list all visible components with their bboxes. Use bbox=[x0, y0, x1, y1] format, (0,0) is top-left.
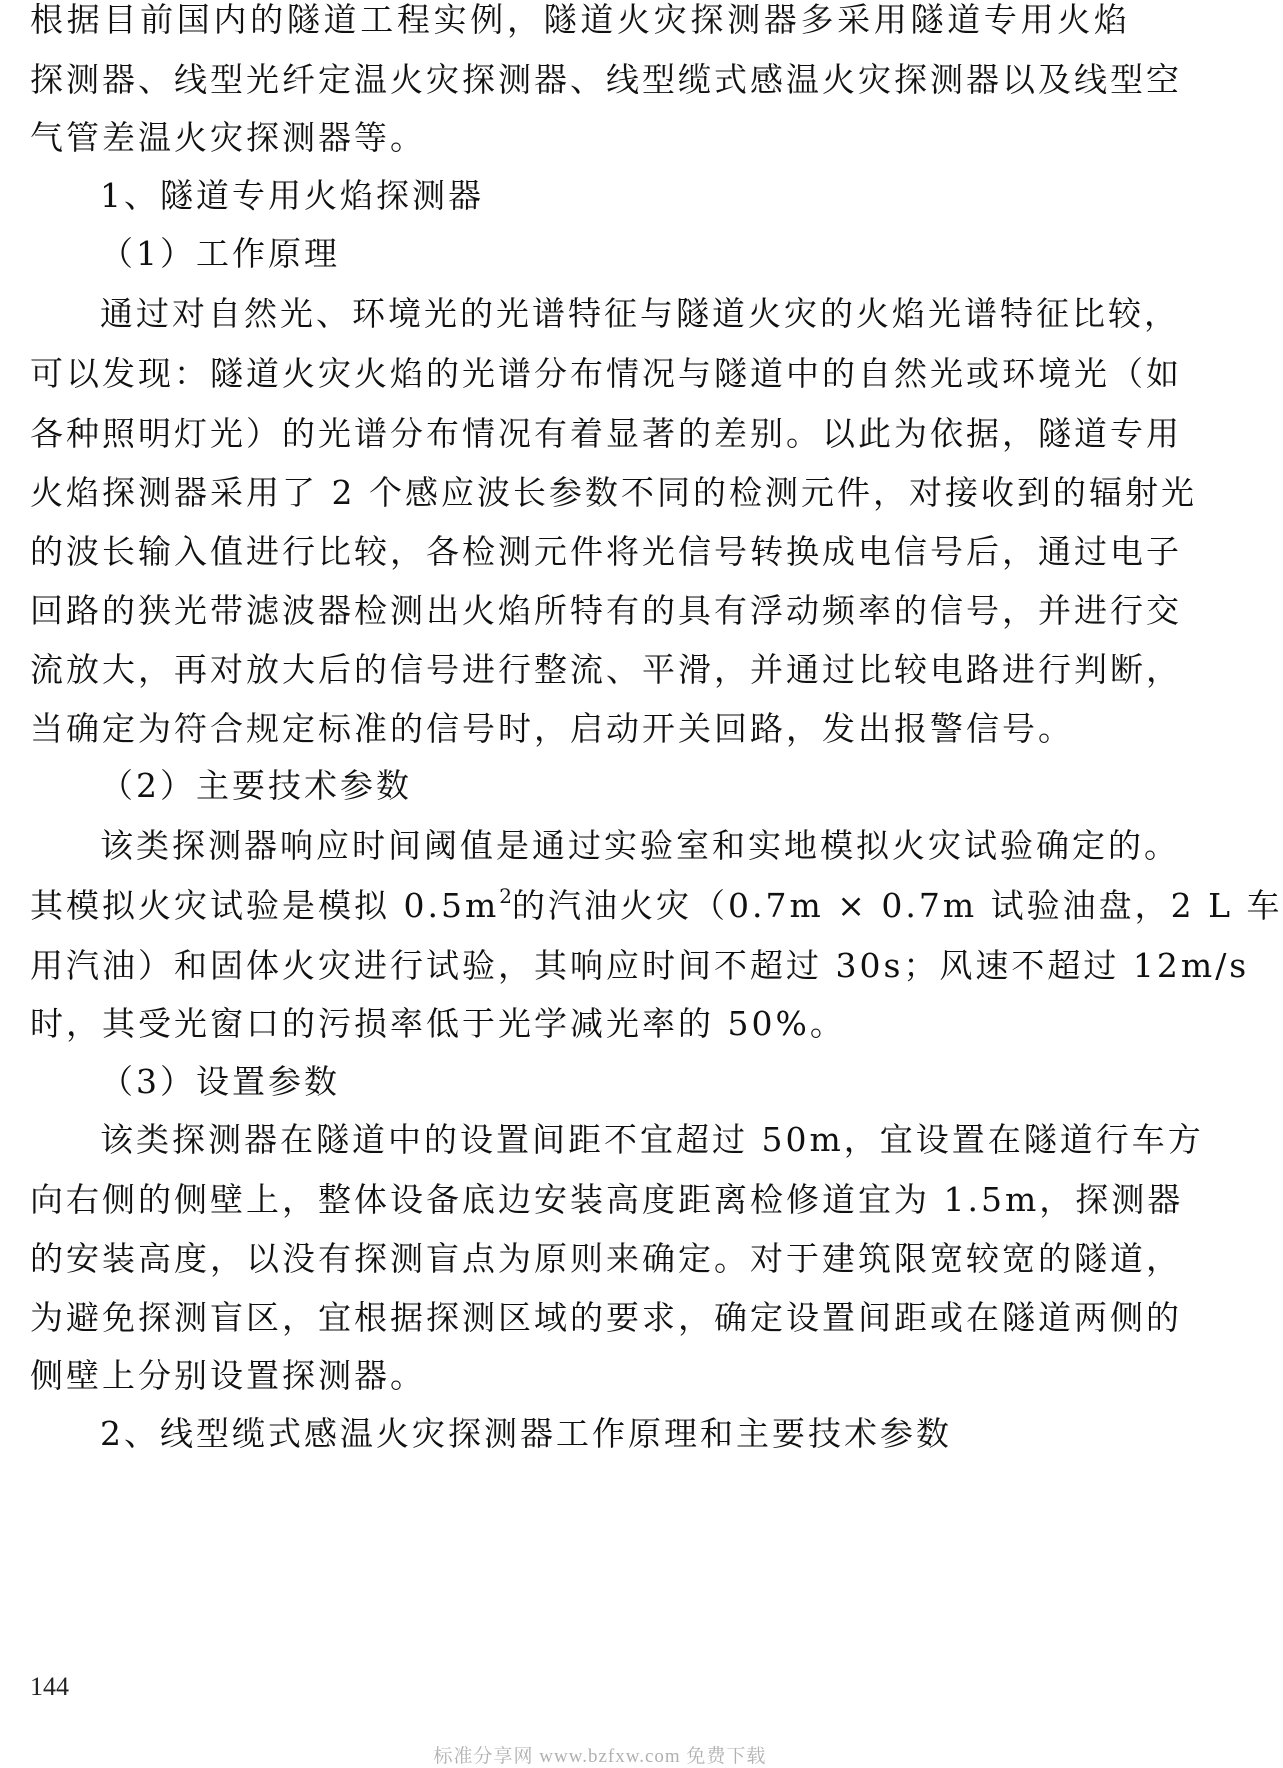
text-line-with-superscript bbox=[30, 884, 1283, 926]
text-line: 火焰探测器采用了 2 个感应波长参数不同的检测元件，对接收到的辐射光 bbox=[30, 473, 1197, 512]
text-line: 向右侧的侧壁上，整体设备底边安装高度距离检修道宜为 1.5m，探测器 bbox=[30, 1180, 1184, 1219]
text-line: 气管差温火灾探测器等。 bbox=[30, 118, 426, 157]
text-line: 当确定为符合规定标准的信号时，启动开关回路，发出报警信号。 bbox=[30, 709, 1074, 748]
subsection-heading: （3）设置参数 bbox=[100, 1062, 340, 1101]
text-span: 的汽油火灾（0.7m × 0.7m 试验油盘，2 L 车 bbox=[512, 886, 1283, 925]
text-line: 该类探测器响应时间阈值是通过实验室和实地模拟火灾试验确定的。 bbox=[100, 826, 1180, 865]
text-line: 回路的狭光带滤波器检测出火焰所特有的具有浮动频率的信号，并进行交 bbox=[30, 591, 1182, 630]
text-line: 侧壁上分别设置探测器。 bbox=[30, 1356, 426, 1395]
text-line: 为避免探测盲区，宜根据探测区域的要求，确定设置间距或在隧道两侧的 bbox=[30, 1298, 1182, 1337]
section-heading: 2、线型缆式感温火灾探测器工作原理和主要技术参数 bbox=[100, 1414, 952, 1453]
page-number: 144 bbox=[30, 1672, 69, 1701]
text-line: 根据目前国内的隧道工程实例，隧道火灾探测器多采用隧道专用火焰 bbox=[30, 0, 1130, 39]
text-line: 各种照明灯光）的光谱分布情况有着显著的差别。以此为依据，隧道专用 bbox=[30, 414, 1182, 453]
subsection-heading: （2）主要技术参数 bbox=[100, 766, 412, 805]
text-line: 可以发现：隧道火灾火焰的光谱分布情况与隧道中的自然光或环境光（如 bbox=[30, 354, 1182, 393]
text-line: 流放大，再对放大后的信号进行整流、平滑，并通过比较电路进行判断， bbox=[30, 650, 1182, 689]
text-line: 时，其受光窗口的污损率低于光学减光率的 50%。 bbox=[30, 1004, 846, 1043]
superscript: 2 bbox=[499, 884, 512, 908]
text-span: 其模拟火灾试验是模拟 0.5m bbox=[30, 886, 500, 925]
text-line: 用汽油）和固体火灾进行试验，其响应时间不超过 30s；风速不超过 12m/s bbox=[30, 946, 1250, 985]
text-line: 通过对自然光、环境光的光谱特征与隧道火灾的火焰光谱特征比较， bbox=[100, 294, 1180, 333]
text-line: 该类探测器在隧道中的设置间距不宜超过 50m，宜设置在隧道行车方 bbox=[100, 1120, 1204, 1159]
section-heading: 1、隧道专用火焰探测器 bbox=[100, 176, 484, 215]
text-line: 的安装高度，以没有探测盲点为原则来确定。对于建筑限宽较宽的隧道， bbox=[30, 1239, 1182, 1278]
text-line: 探测器、线型光纤定温火灾探测器、线型缆式感温火灾探测器以及线型空 bbox=[30, 60, 1182, 99]
footer-watermark: 标准分享网 www.bzfxw.com 免费下载 bbox=[433, 1746, 767, 1767]
subsection-heading: （1）工作原理 bbox=[100, 234, 340, 273]
text-line: 的波长输入值进行比较，各检测元件将光信号转换成电信号后，通过电子 bbox=[30, 532, 1182, 571]
